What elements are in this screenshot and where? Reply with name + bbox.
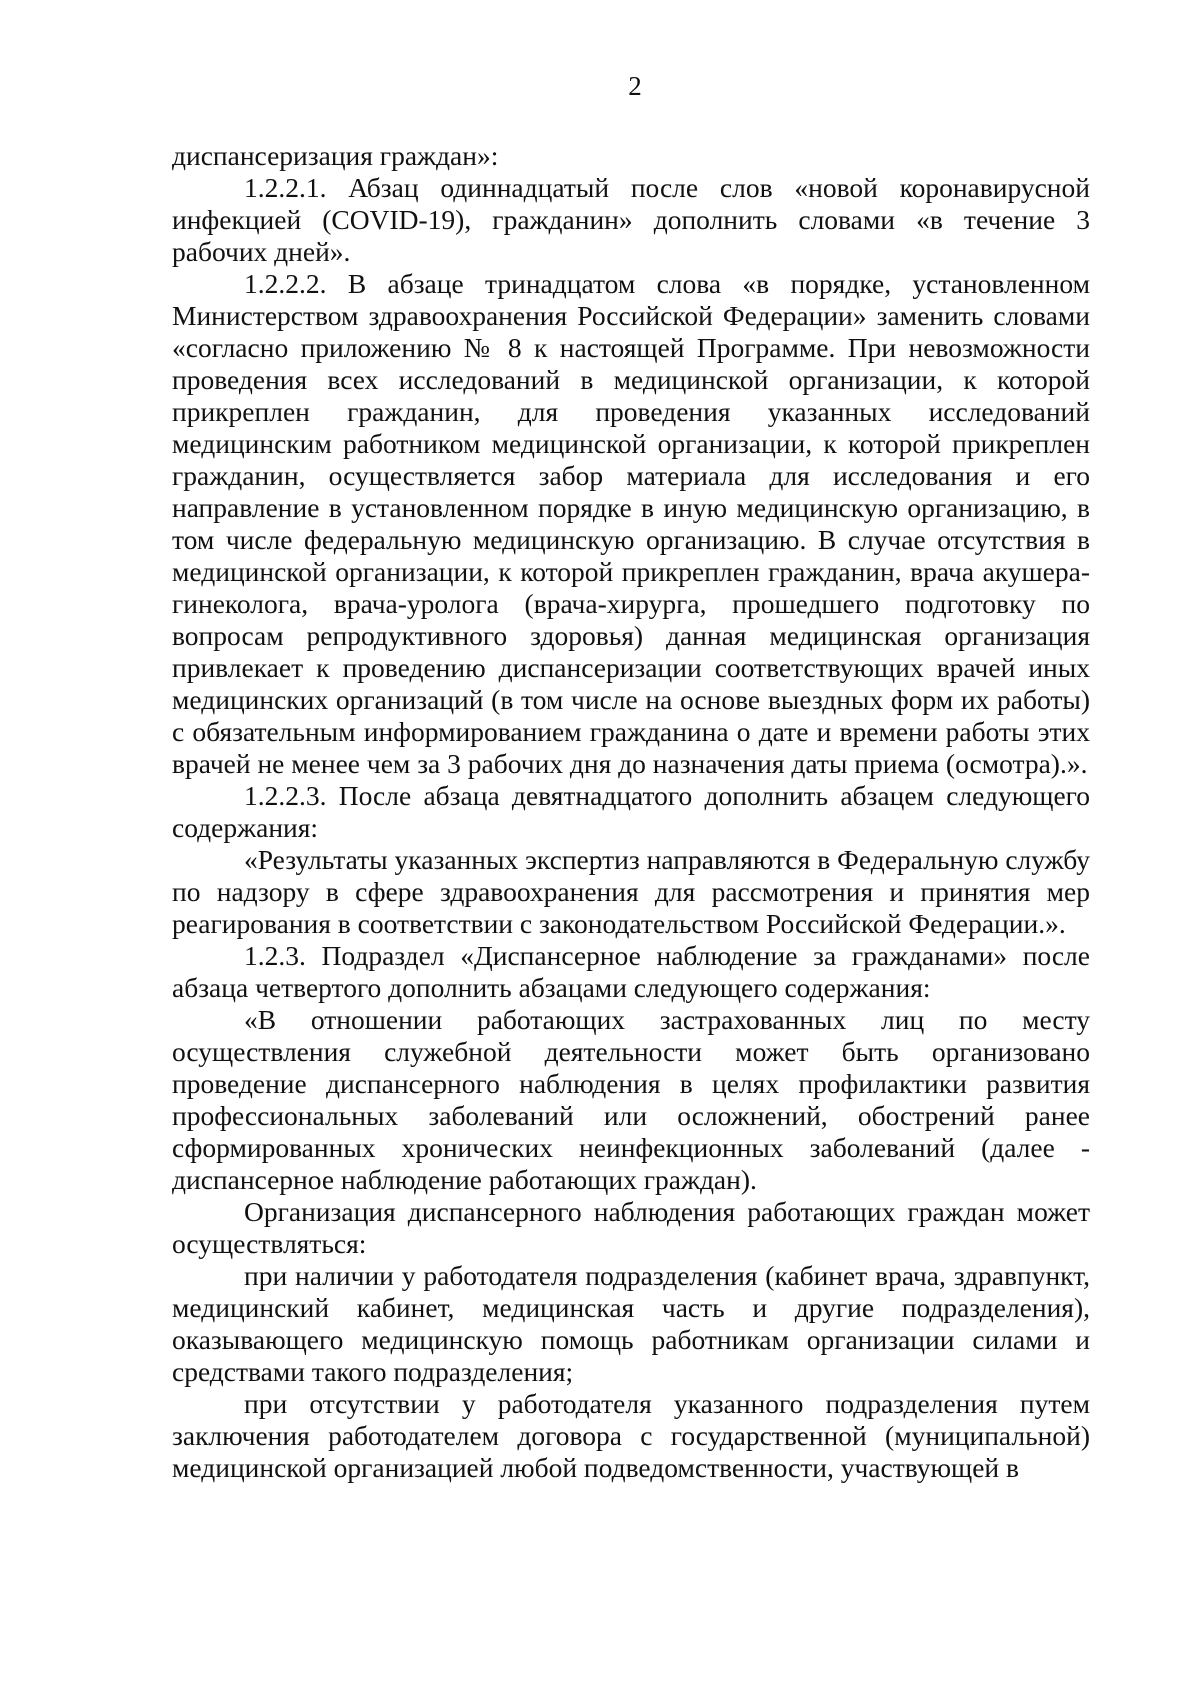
paragraph: 1.2.3. Подраздел «Диспансерное наблюдение за гражданами» после абзаца четвертого дополнить абзацами следующего содержания: xyxy=(172,940,1090,1003)
paragraph: 1.2.2.3. После абзаца девятнадцатого дополнить абзацем следующего содержания: xyxy=(172,780,1090,843)
paragraph: Организация диспансерного наблюдения работающих граждан может осуществляться: xyxy=(172,1196,1090,1259)
page-number: 2 xyxy=(628,71,642,101)
document-body xyxy=(172,140,1090,1484)
paragraph: «В отношении работающих застрахованных лиц по месту осуществления служебной деятельности может быть организовано проведение диспансерного наблюдения в целях профилактики развития профессиональных заболеваний или осложнений, обострений ранее сформированных хронических неинфекционных заболеваний (далее - диспансерное наблюдение работающих граждан). xyxy=(172,1004,1090,1195)
paragraph: при наличии у работодателя подразделения (кабинет врача, здравпункт, медицинский кабинет, медицинская часть и другие подразделения), оказывающего медицинскую помощь работникам организации силами и средствами такого подразделения; xyxy=(172,1260,1090,1387)
paragraph: диспансеризация граждан»: xyxy=(172,140,499,171)
paragraph: 1.2.2.2. В абзаце тринадцатом слова «в порядке, установленном Министерством здравоохранения Российской Федерации» заменить словами «согласно приложению № 8 к настоящей Программе. При невозможности проведения всех исследований в медицинской организации, к которой прикреплен гражданин, для проведения указанных исследований медицинским работником медицинской организации, к которой прикреплен гражданин, осуществляется забор материала для исследования и его направление в установленном порядке в иную медицинскую организацию, в том числе федеральную медицинскую организацию. В случае отсутствия в медицинской организации, к которой прикреплен гражданин, врача акушера-гинеколога, врача-уролога (врача-хирурга, прошедшего подготовку по вопросам репродуктивного здоровья) данная медицинская организация привлекает к проведению диспансеризации соответствующих врачей иных медицинских организаций (в том числе на основе выездных форм их работы) с обязательным информированием гражданина о дате и времени работы этих врачей не менее чем за 3 рабочих дня до назначения даты приема (осмотра).». xyxy=(172,268,1090,779)
paragraph: «Результаты указанных экспертиз направляются в Федеральную службу по надзору в сфере здравоохранения для рассмотрения и принятия мер реагирования в соответствии с законодательством Российской Федерации.». xyxy=(172,844,1090,939)
paragraph: при отсутствии у работодателя указанного подразделения путем заключения работодателем договора с государственной (муниципальной) медицинской организацией любой подведомственности, участвующей в xyxy=(172,1388,1090,1483)
paragraph: 1.2.2.1. Абзац одиннадцатый после слов «новой коронавирусной инфекцией (COVID-19), гражданин» дополнить словами «в течение 3 рабочих дней». xyxy=(172,172,1090,267)
